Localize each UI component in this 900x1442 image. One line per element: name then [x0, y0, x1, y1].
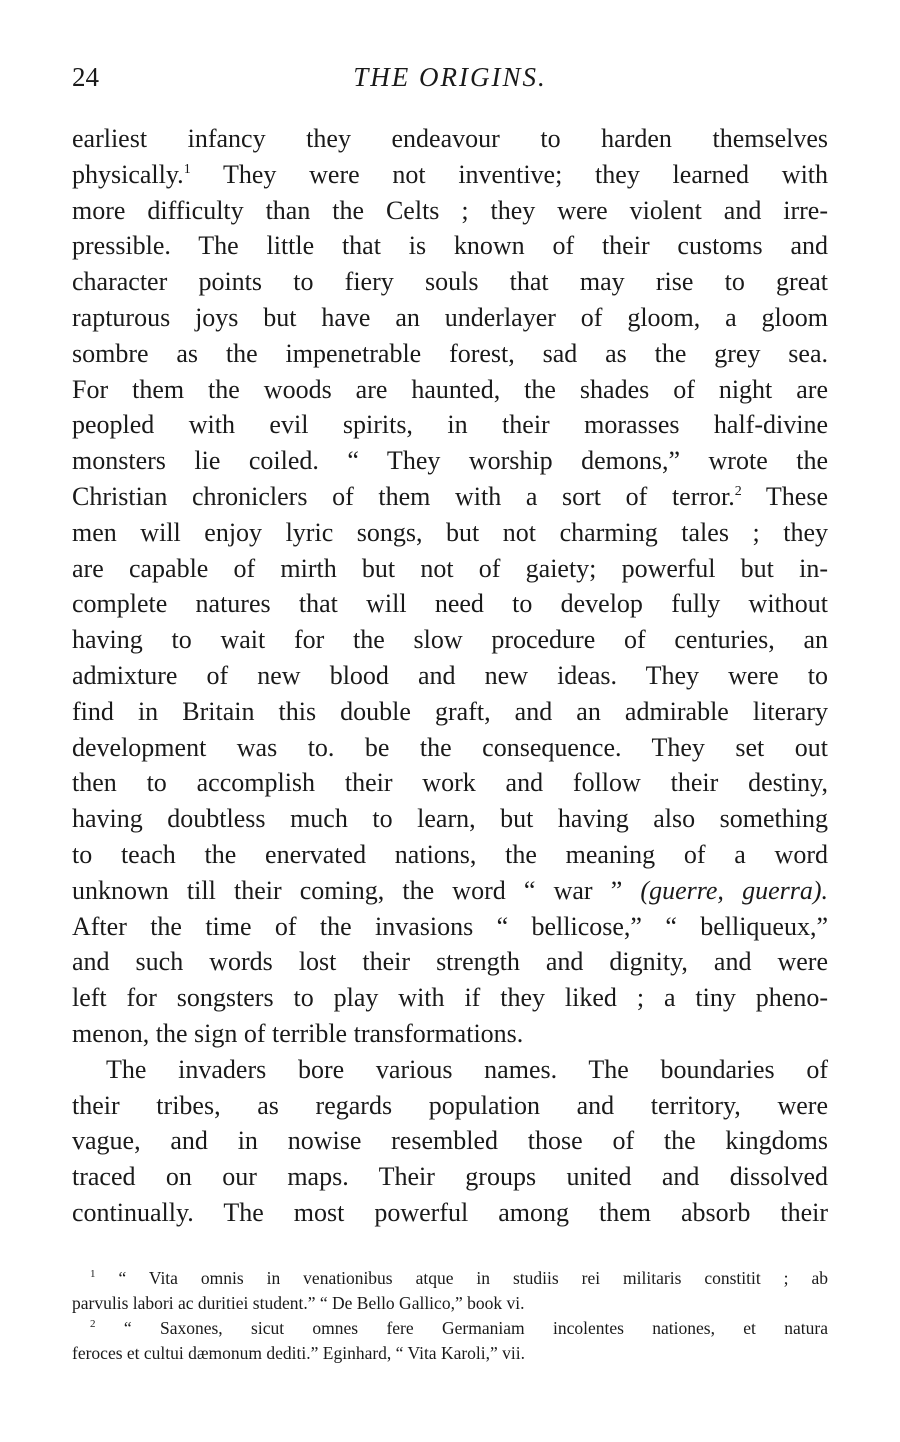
italic-words: (guerre, guerra). [640, 875, 828, 905]
text-line: left for songsters to play with if they liked ; a tiny pheno- [72, 983, 828, 1013]
text-line: physically.$^1$ They were not inventive; they learned with [72, 159, 829, 189]
text-line: more difficulty than the Celts ; they were violent and irre- [72, 195, 828, 225]
text-line: their tribes, as regards population and territory, were [72, 1090, 828, 1120]
text-line: find in Britain this double graft, and an admirable literary [72, 696, 828, 726]
footnotes [72, 1266, 828, 1366]
text-line: monsters lie coiled. “ They worship demons,” wrote the [72, 446, 828, 476]
text-line: For them the woods are haunted, the shades of night are [72, 374, 828, 404]
body-text [72, 121, 828, 1231]
text-line: character points to fiery souls that may rise to great [72, 267, 828, 297]
page-number: 24 [72, 62, 99, 92]
text-line: vague, and in nowise resembled those of the kingdoms [72, 1126, 828, 1156]
text-line: having to wait for the slow procedure of centuries, an [72, 625, 828, 655]
text-line: peopled with evil spirits, in their morasses half-divine [72, 410, 828, 440]
text-line: to teach the enervated nations, the meaning of a word [72, 839, 828, 869]
text-line: are capable of mirth but not of gaiety; powerful but in- [72, 553, 828, 583]
text-line: then to accomplish their work and follow their destiny, [72, 768, 828, 798]
text-line: and such words lost their strength and dignity, and were [72, 947, 828, 977]
text-line: traced on our maps. Their groups united and dissolved [72, 1162, 828, 1192]
text-line: men will enjoy lyric songs, but not charming tales ; they [72, 517, 828, 547]
text-line: complete natures that will need to develop fully without [72, 589, 828, 619]
footnote-line: $^2$ “ Saxones, sicut omnes fere Germaniam incolentes nationes, et natura [90, 1318, 828, 1338]
text-line: sombre as the impenetrable forest, sad as the grey sea. [72, 338, 828, 368]
footnote-line: feroces et cultui dæmonum dediti.” Eginhard, “ Vita Karoli,” vii. [72, 1343, 526, 1363]
footnote-marker: 2 [734, 483, 742, 499]
text-line: pressible. The little that is known of their customs and [72, 231, 828, 261]
footnote-line: $^1$ “ Vita omnis in venationibus atque in studiis rei militaris constitit ; ab [90, 1268, 829, 1288]
text-line: unknown till their coming, the word “ war ” (guerre, guerra). [72, 875, 828, 905]
footnote-number: 1 [90, 1268, 96, 1280]
text-line: continually. The most powerful among them absorb their [72, 1197, 828, 1227]
text-line: The invaders bore various names. The boundaries of [106, 1054, 828, 1084]
footnote-marker: 1 [183, 161, 191, 177]
text-line: earliest infancy they endeavour to harden themselves [72, 124, 828, 153]
text-line: having doubtless much to learn, but having also something [72, 804, 828, 834]
page-header [72, 62, 828, 102]
text-line: Christian chroniclers of them with a sort of terror.$^2$ These [72, 481, 829, 511]
text-line: menon, the sign of terrible transformations. [72, 1018, 524, 1048]
text-line: development was to. be the consequence. They set out [72, 732, 828, 762]
running-title: THE ORIGINS. [353, 62, 547, 92]
footnote-number: 2 [90, 1318, 96, 1330]
footnote-line: parvulis labori ac duritiei student.” “ De Bello Gallico,” book vi. [72, 1293, 525, 1313]
text-line: After the time of the invasions “ bellicose,” “ belliqueux,” [72, 911, 828, 941]
text-line: admixture of new blood and new ideas. They were to [72, 660, 828, 690]
text-line: rapturous joys but have an underlayer of gloom, a gloom [72, 302, 828, 332]
